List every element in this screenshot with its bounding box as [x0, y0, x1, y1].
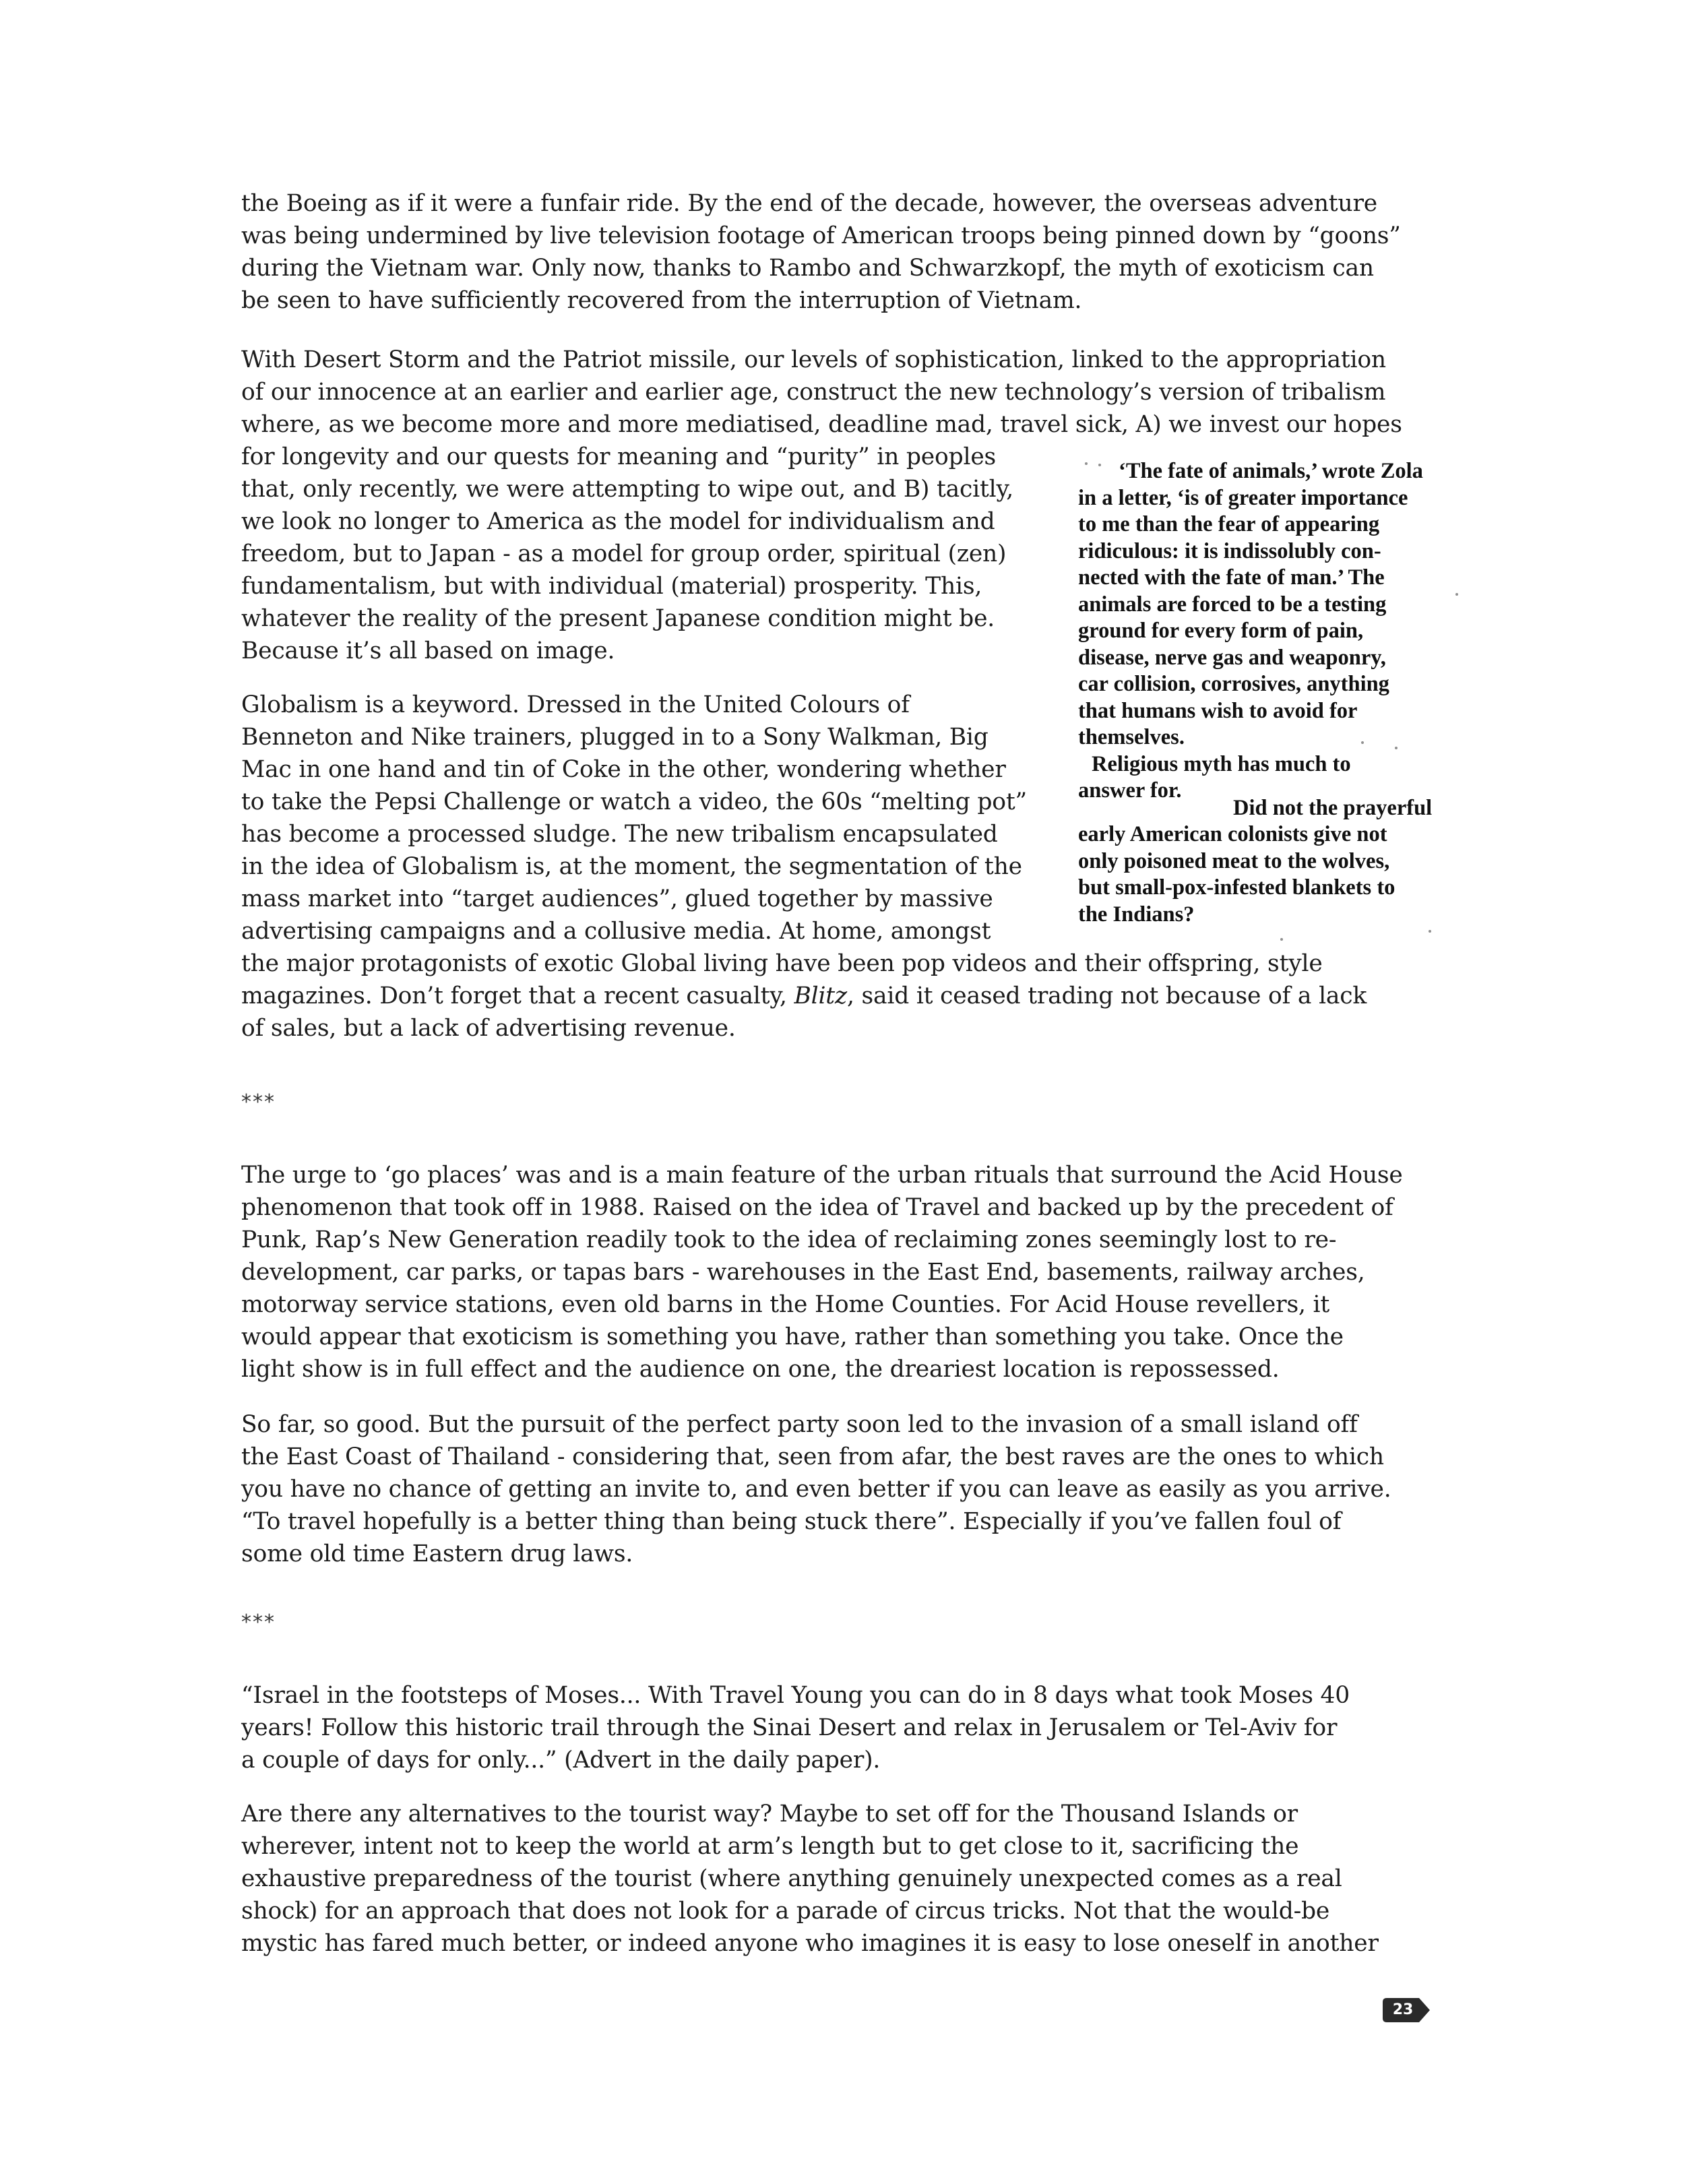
- text-line: during the Vietnam war. Only now, thanks to Rambo and Schwarzkopf, the myth of exoticism can: [241, 255, 1374, 282]
- quote-line: Did not the prayerful: [1233, 795, 1433, 820]
- text-line: exhaustive preparedness of the tourist (where anything genuinely unexpected comes as a real: [241, 1865, 1342, 1892]
- text-line: years! Follow this historic trail through the Sinai Desert and relax in Jerusalem or Tel-Aviv for: [241, 1714, 1338, 1741]
- text-line: a couple of days for only...” (Advert in the daily paper).: [241, 1747, 881, 1774]
- print-speck: [1395, 747, 1398, 749]
- text-line: where, as we become more and more mediatised, deadline mad, travel sick, A) we invest our hopes: [241, 411, 1402, 438]
- text-line: Mac in one hand and tin of Coke in the other, wondering whether: [241, 756, 1006, 783]
- print-speck: [1098, 464, 1101, 466]
- quote-line: only poisoned meat to the wolves,: [1078, 848, 1390, 873]
- text-line: whatever the reality of the present Japanese condition might be.: [241, 605, 995, 632]
- text-line: the major protagonists of exotic Global living have been pop videos and their offspring, style: [241, 950, 1323, 977]
- text-run: magazines. Don’t forget that a recent casualty,: [241, 982, 794, 1009]
- text-line: So far, so good. But the pursuit of the perfect party soon led to the invasion of a small island off: [241, 1411, 1358, 1438]
- quote-line: but small-pox-infested blankets to: [1078, 875, 1395, 900]
- quote-line: the Indians?: [1078, 902, 1195, 927]
- text-line: that, only recently, we were attempting to wipe out, and B) tacitly,: [241, 476, 1013, 503]
- text-line: Punk, Rap’s New Generation readily took to the idea of reclaiming zones seemingly lost to re-: [241, 1226, 1337, 1253]
- text-line: you have no chance of getting an invite to, and even better if you can leave as easily as you arrive.: [241, 1476, 1391, 1503]
- quote-line: answer for.: [1078, 778, 1182, 803]
- text-line: to take the Pepsi Challenge or watch a video, the 60s “melting pot”: [241, 788, 1027, 815]
- text-line: advertising campaigns and a collusive media. At home, amongst: [241, 918, 991, 945]
- paragraph-7: [241, 1798, 1462, 1960]
- text-line: in the idea of Globalism is, at the moment, the segmentation of the: [241, 853, 1022, 880]
- page-number: 23: [1392, 2001, 1414, 2018]
- text-line: development, car parks, or tapas bars - warehouses in the East End, basements, railway arches,: [241, 1259, 1365, 1286]
- print-speck: [1361, 741, 1364, 744]
- text-line: was being undermined by live television footage of American troops being pinned down by “goons”: [241, 222, 1401, 249]
- quote-line: themselves.: [1078, 725, 1185, 749]
- text-line: of our innocence at an earlier and earlier age, construct the new technology’s version of tribalism: [241, 379, 1386, 406]
- magazine-title: Blitz: [794, 982, 847, 1009]
- text-line: “To travel hopefully is a better thing than being stuck there”. Especially if you’ve fallen foul of: [241, 1508, 1342, 1535]
- paragraph-5: [241, 1408, 1462, 1570]
- text-run: , said it ceased trading not because of a lack: [846, 982, 1367, 1009]
- quote-line: car collision, corrosives, anything: [1078, 672, 1389, 696]
- quote-line: Religious myth has much to: [1092, 751, 1351, 776]
- print-speck: [1085, 462, 1088, 465]
- quote-line: in a letter, ‘is of greater importance: [1078, 485, 1408, 510]
- quote-line: to me than the fear of appearing: [1078, 512, 1380, 536]
- paragraph-6: [241, 1679, 1462, 1776]
- text-line: we look no longer to America as the model for individualism and: [241, 508, 995, 535]
- print-speck: [1429, 930, 1431, 933]
- text-line: shock) for an approach that does not look for a parade of circus tricks. Not that the would-be: [241, 1898, 1330, 1925]
- print-speck: [1280, 938, 1283, 941]
- text-line: Benneton and Nike trainers, plugged in to a Sony Walkman, Big: [241, 724, 989, 751]
- paragraph-4: [241, 1159, 1462, 1385]
- text-line: light show is in full effect and the audience on one, the dreariest location is repossessed.: [241, 1356, 1280, 1383]
- text-line: be seen to have sufficiently recovered from the interruption of Vietnam.: [241, 287, 1082, 314]
- quote-line: nected with the fate of man.’ The: [1078, 565, 1385, 590]
- text-line: [241, 980, 1462, 1012]
- quote-line: disease, nerve gas and weaponry,: [1078, 645, 1386, 670]
- quote-line: ridiculous: it is indissolubly con-: [1078, 538, 1381, 563]
- pull-quote-clipping: [1078, 458, 1466, 943]
- paragraph-1: [241, 187, 1462, 317]
- text-line: the Boeing as if it were a funfair ride. By the end of the decade, however, the overseas adventure: [241, 190, 1377, 217]
- text-line: would appear that exoticism is something you have, rather than something you take. Once the: [241, 1323, 1344, 1350]
- text-line: fundamentalism, but with individual (material) prosperity. This,: [241, 573, 982, 600]
- text-line: Globalism is a keyword. Dressed in the United Colours of: [241, 691, 910, 718]
- text-line: phenomenon that took off in 1988. Raised on the idea of Travel and backed up by the precedent of: [241, 1194, 1393, 1221]
- text-line: mystic has fared much better, or indeed anyone who imagines it is easy to lose oneself in another: [241, 1930, 1379, 1957]
- text-line: With Desert Storm and the Patriot missile, our levels of sophistication, linked to the appropriation: [241, 346, 1386, 373]
- text-line: the East Coast of Thailand - considering that, seen from afar, the best raves are the ones to which: [241, 1443, 1384, 1470]
- text-line: The urge to ‘go places’ was and is a main feature of the urban rituals that surround the Acid House: [241, 1162, 1403, 1189]
- text-line: for longevity and our quests for meaning and “purity” in peoples: [241, 443, 997, 470]
- text-line: motorway service stations, even old barns in the Home Counties. For Acid House revellers, it: [241, 1291, 1329, 1318]
- section-separator: ***: [241, 1611, 276, 1634]
- quote-line: ground for every form of pain,: [1078, 619, 1364, 643]
- text-line: Are there any alternatives to the tourist way? Maybe to set off for the Thousand Islands or: [241, 1801, 1298, 1828]
- print-speck: [1455, 593, 1458, 596]
- text-line: freedom, but to Japan - as a model for group order, spiritual (zen): [241, 540, 1007, 567]
- text-line: mass market into “target audiences”, glued together by massive: [241, 885, 993, 912]
- text-line: “Israel in the footsteps of Moses... With Travel Young you can do in 8 days what took Moses 40: [241, 1682, 1350, 1709]
- section-separator: ***: [241, 1090, 276, 1114]
- text-line: of sales, but a lack of advertising revenue.: [241, 1015, 736, 1042]
- quote-line: early American colonists give not: [1078, 822, 1387, 846]
- text-line: Because it’s all based on image.: [241, 637, 615, 664]
- text-line: some old time Eastern drug laws.: [241, 1540, 633, 1567]
- quote-line: ‘The fate of animals,’ wrote Zola: [1119, 459, 1423, 483]
- quote-line: animals are forced to be a testing: [1078, 592, 1387, 617]
- text-line: wherever, intent not to keep the world at arm’s length but to get close to it, sacrificing the: [241, 1833, 1299, 1860]
- text-line: has become a processed sludge. The new tribalism encapsulated: [241, 821, 998, 848]
- page-number-badge: [1383, 1998, 1431, 2022]
- quote-line: that humans wish to avoid for: [1078, 698, 1358, 723]
